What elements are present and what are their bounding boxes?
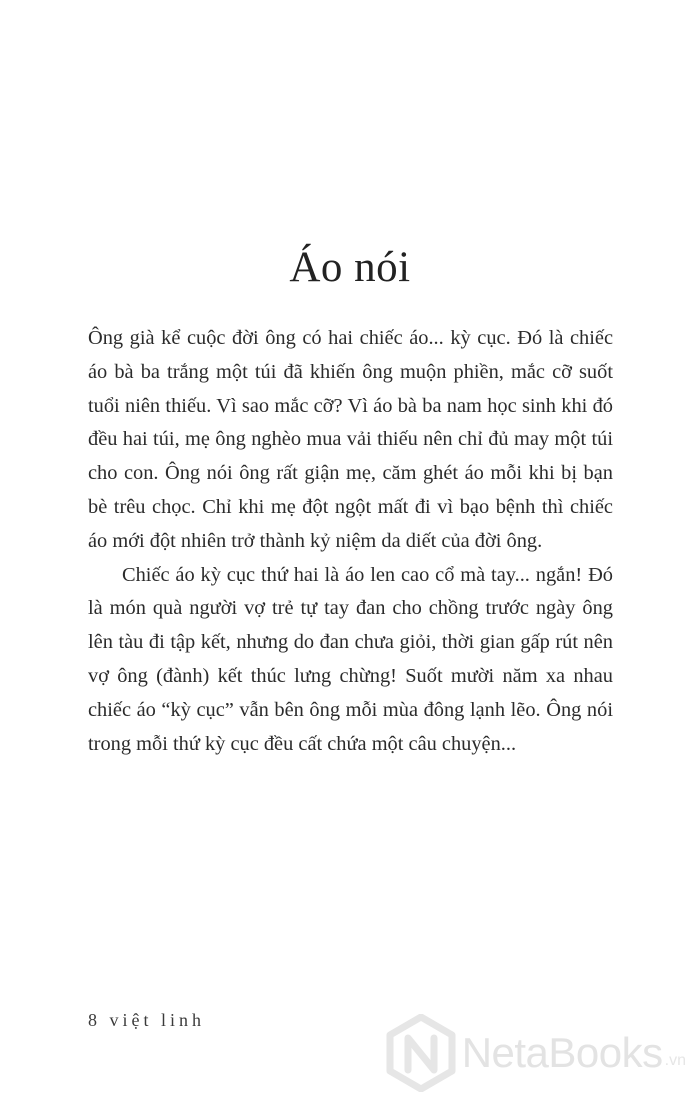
paragraph-2: Chiếc áo kỳ cục thứ hai là áo len cao cổ mà tay... ngắn! Đó là món quà người vợ trẻ tự tay đan cho chồng trước ngày ông lên tàu đi tập kết, nhưng do đan chưa giỏi, thời gian gấp rút nên vợ ông (đành) kết thúc lưng chừng! Suốt mười năm xa nhau chiếc áo “kỳ cục” vẫn bên ông mỗi mùa đông lạnh lẽo. Ông nói trong mỗi thứ kỳ cục đều cất chứa một câu chuyện...	[88, 563, 613, 755]
chapter-title: Áo nói	[289, 244, 411, 291]
watermark-brand: NetaBooks	[461, 1029, 663, 1076]
paragraph-1: Ông già kể cuộc đời ông có hai chiếc áo... kỳ cục. Đó là chiếc áo bà ba trắng một túi đã khiến ông muộn phiền, mắc cỡ suốt tuổi niên thiếu. Vì sao mắc cỡ? Vì áo bà ba nam học sinh khi đó đều hai túi, mẹ ông nghèo mua vải thiếu nên chỉ đủ may một túi cho con. Ông nói ông rất giận mẹ, căm ghét áo mỗi khi bị bạn bè trêu chọc. Chỉ khi mẹ đột ngột mất đi vì bạo bệnh thì chiếc áo mới đột nhiên trở thành kỷ niệm da diết của đời ông.	[88, 327, 613, 552]
netabooks-logo-icon	[386, 1014, 456, 1092]
page-footer: 8 việt linh	[88, 1010, 205, 1030]
chapter-body	[88, 322, 613, 761]
watermark-suffix: .vn	[664, 1052, 686, 1069]
netabooks-watermark	[386, 1014, 686, 1092]
